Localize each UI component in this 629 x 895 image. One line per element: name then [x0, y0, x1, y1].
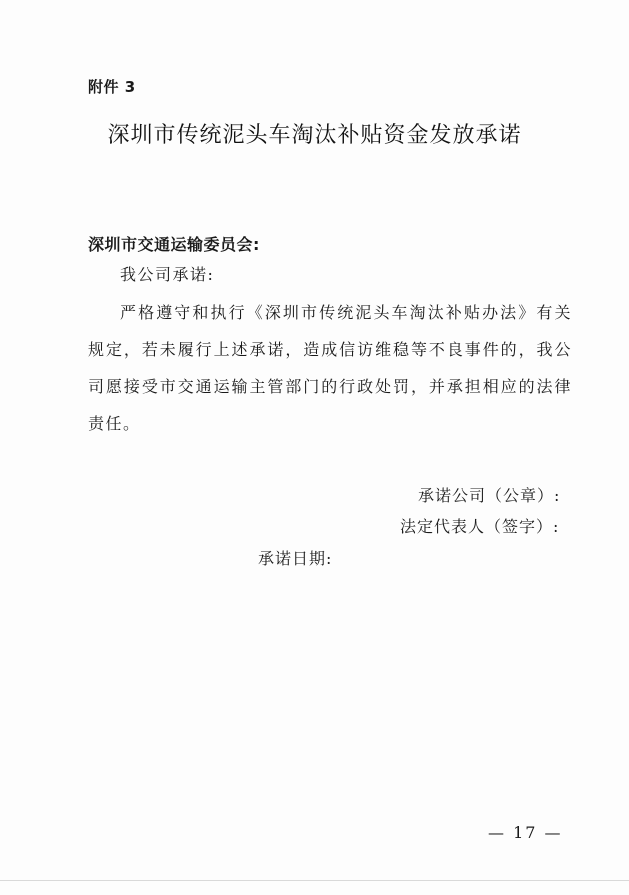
- commitment-date-label: 承诺日期:: [258, 549, 333, 568]
- page-number: — 17 —: [488, 823, 563, 842]
- scan-edge-divider: [0, 880, 629, 881]
- legal-representative-label: 法定代表人（签字）:: [400, 517, 560, 536]
- intro-paragraph: 我公司承诺:: [120, 265, 215, 284]
- document-title: 深圳市传统泥头车淘汰补贴资金发放承诺: [107, 123, 522, 148]
- attachment-label: 附件 3: [88, 78, 136, 96]
- company-seal-label: 承诺公司（公章）:: [418, 486, 561, 505]
- addressee: 深圳市交通运输委员会:: [88, 235, 260, 254]
- body-paragraph: 严格遵守和执行《深圳市传统泥头车淘汰补贴办法》有关规定，若未履行上述承诺，造成信访维稳等不良事件的，我公司愿接受市交通运输主管部门的行政处罚，并承担相应的法律责任。: [88, 303, 572, 433]
